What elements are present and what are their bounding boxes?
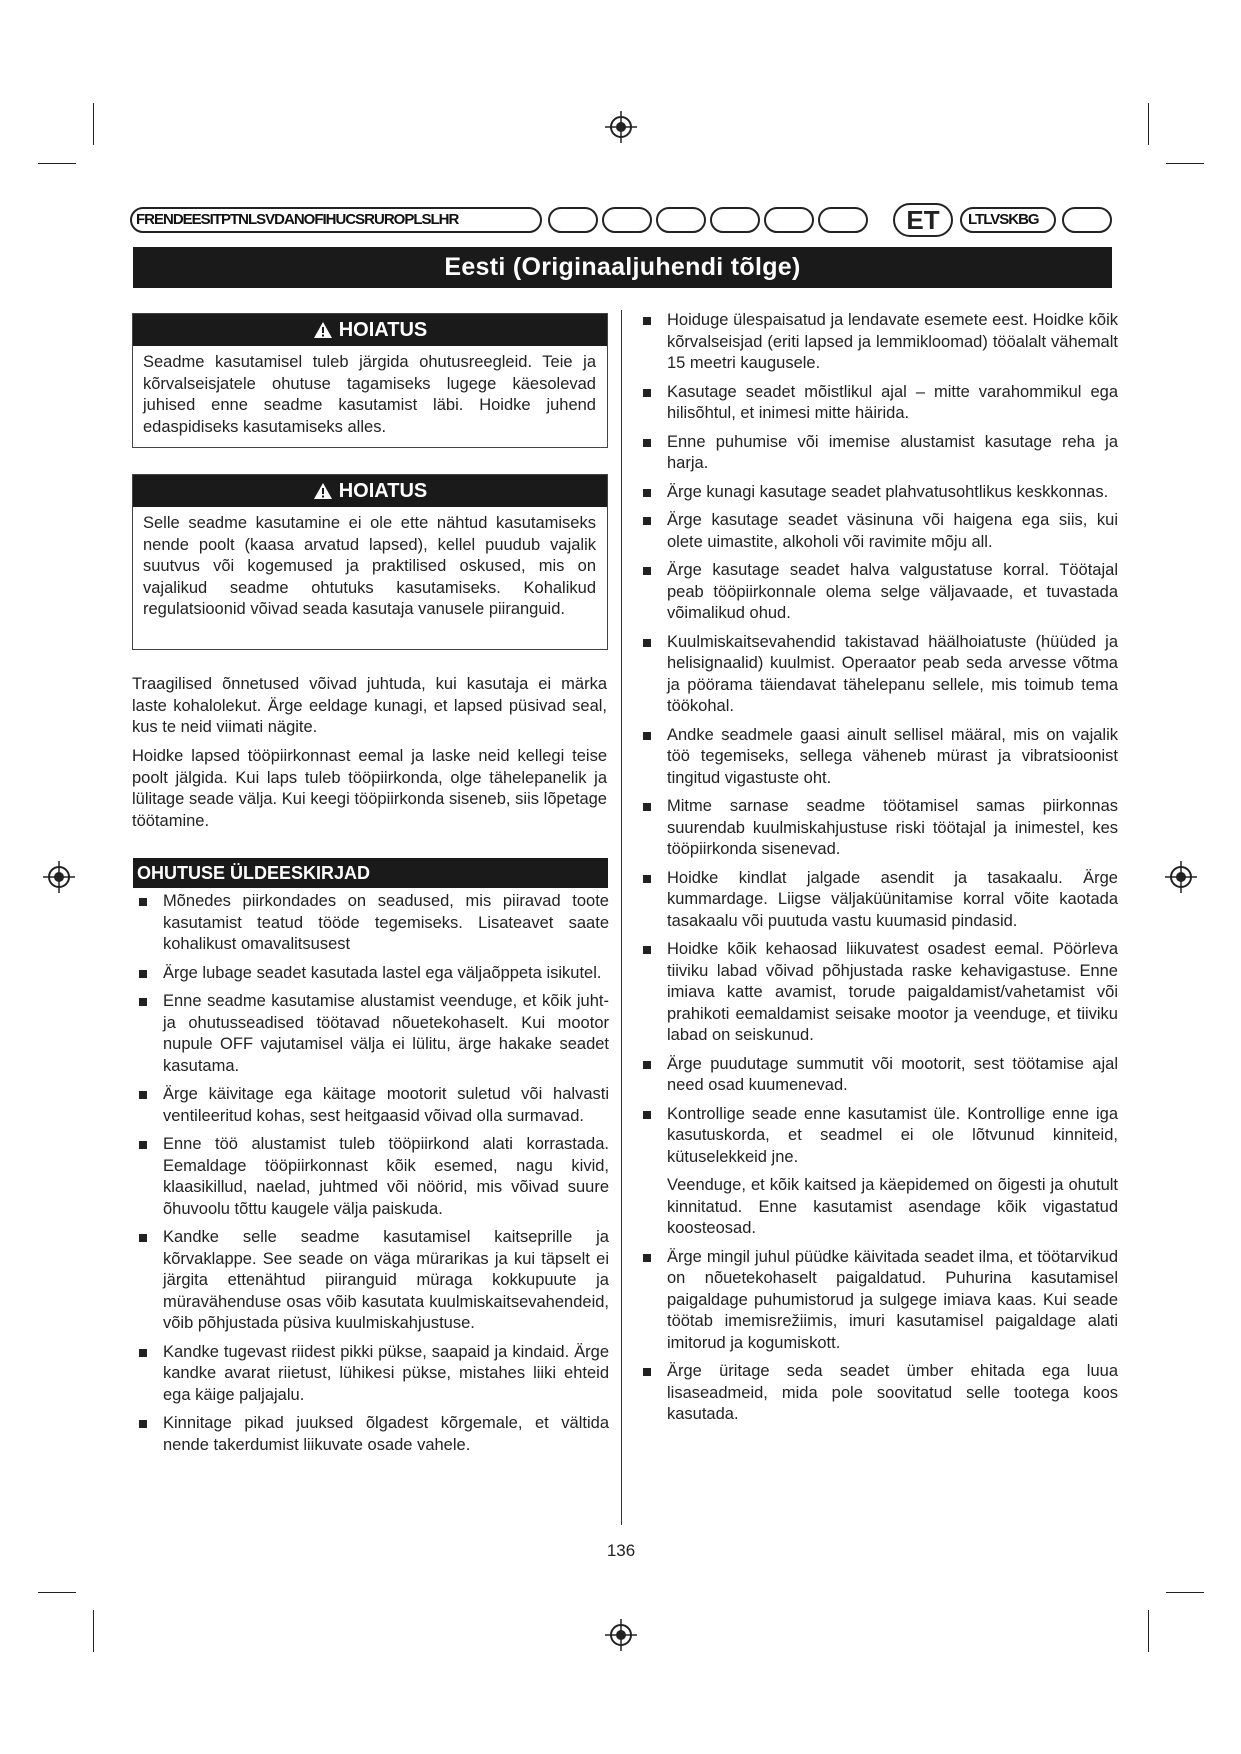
bullet-square-icon <box>643 1111 651 1119</box>
list-item: Hoidke kõik kehaosad liikuvatest osadest eemal. Pöörleva tiiviku labad võivad põhjustada raske kehavigastuse. Enne imiava katte avamist, torude paigaldamist/vahetamist või prahikoti eemaldamist seisake mootor ja veenduge, et tiiviku labad on seiskunud. <box>667 939 1118 1047</box>
bullet-square-icon <box>139 898 147 906</box>
intro-paragraph-1: Traagilised õnnetused võivad juhtuda, kui kasutaja ei märka laste kohalolekut. Ärge eeldage kunagi, et lapsed püsivad seal, kus te neid viimati nägite. <box>132 675 607 736</box>
bullet-square-icon <box>643 803 651 811</box>
list-item: Kasutage seadet mõistlikul ajal – mitte varahommikul ega hilisõhtul, et inimesi mitte häirida. <box>667 382 1118 425</box>
bullet-square-icon <box>643 489 651 497</box>
lang-oval <box>818 207 868 233</box>
list-item: Kuulmiskaitsevahendid takistavad häälhoiatuste (hüüded ja helisignaalid) kuulmist. Operaator peab seda arvesse võtma ja pöörama täiendavat tähelepanu sellele, mis toimub tema töökohal. <box>667 632 1118 718</box>
warning-body: Seadme kasutamisel tuleb järgida ohutusreegleid. Teie ja kõrvalseisjatele ohutuse tagamiseks lugege käesolevad juhised enne seadme kasutamist läbi. Hoidke juhend edaspidiseks kasutamiseks alles. <box>143 353 596 436</box>
language-codes-right: LTLVSKBG <box>968 211 1039 228</box>
lang-oval <box>548 207 598 233</box>
lang-oval <box>1062 207 1112 233</box>
crop-mark-tr-v <box>1148 103 1149 145</box>
bullet-square-icon <box>643 317 651 325</box>
bullet-square-icon <box>643 732 651 740</box>
list-item-extra-paragraph: Veenduge, et kõik kaitsed ja käepidemed on õigesti ja ohutult kinnitatud. Enne kasutamist asendage kõik vigastatud koosteosad. <box>667 1176 1118 1237</box>
crop-mark-tr-h <box>1166 163 1204 164</box>
lang-oval <box>764 207 814 233</box>
registration-mark-bottom <box>604 1618 638 1652</box>
list-item: Ärge kasutage seadet halva valgustatuse korral. Töötajal peab tööpiirkonnale olema selge väljavaade, et tuvastada võimalikud ohud. <box>667 560 1118 625</box>
list-item: Ärge lubage seadet kasutada lastel ega väljaõppeta isikutel. <box>163 963 609 985</box>
page-title: Eesti (Originaaljuhendi tõlge) <box>133 247 1112 288</box>
bullet-square-icon <box>139 1420 147 1428</box>
warning-box-1 <box>132 313 608 448</box>
bullet-square-icon <box>139 1349 147 1357</box>
bullet-square-icon <box>139 1141 147 1149</box>
registration-mark-left <box>42 860 76 894</box>
bullet-square-icon <box>643 1368 651 1376</box>
page-number: 136 <box>606 1541 636 1560</box>
bullet-square-icon <box>643 1061 651 1069</box>
intro-paragraph-2: Hoidke lapsed tööpiirkonnast eemal ja laske neid kellegi teise poolt jälgida. Kui laps tuleb tööpiirkonda, olge tähelepanelik ja lülitage seade välja. Kui keegi tööpiirkonda siseneb, siis lõpetage töötamine. <box>132 747 607 830</box>
list-item: Kandke selle seadme kasutamisel kaitseprille ja kõrvaklappe. See seade on väga mürarikas ja kui täpselt ei järgita ettenähtud piiranguid müraga kokkupuute ja müravähenduse osas võib kasutata kuulmiskaitsevahendeid, võib põhjustada püsiva kuulmiskahjustuse. <box>163 1227 609 1335</box>
bullet-square-icon <box>643 946 651 954</box>
left-bullet-list <box>163 891 609 1463</box>
bullet-square-icon <box>643 875 651 883</box>
list-item: Ärge käivitage ega käitage mootorit suletud või halvasti ventileeritud kohas, sest heitgaasid võivad olla surmavad. <box>163 1084 609 1127</box>
list-item: Enne seadme kasutamise alustamist veenduge, et kõik juht- ja ohutusseadised töötavad nõuetekohaselt. Kui mootor nupule OFF vajutamisel välja ei lülitu, ärge hakake seadet kasutama. <box>163 991 609 1077</box>
warning-heading-text: HOIATUS <box>338 319 428 341</box>
bullet-square-icon <box>643 517 651 525</box>
language-strip <box>130 203 1120 239</box>
list-item: Kinnitage pikad juuksed õlgadest kõrgemale, et vältida nende takerdumist liikuvate osade vahele. <box>163 1413 609 1456</box>
warning-heading <box>133 475 607 507</box>
list-item: Mitme sarnase seadme töötamisel samas piirkonnas suurendab kuulmiskahjustuse riski töötajal ja inimestel, kes tööpiirkonda sisenevad. <box>667 796 1118 861</box>
warning-triangle-icon <box>313 482 333 500</box>
list-item: Ärge kunagi kasutage seadet plahvatusohtlikus keskkonnas. <box>667 482 1118 504</box>
lang-oval <box>602 207 652 233</box>
crop-mark-bl-h <box>38 1592 76 1593</box>
bullet-square-icon <box>643 567 651 575</box>
lang-oval <box>656 207 706 233</box>
bullet-square-icon <box>139 970 147 978</box>
bullet-square-icon <box>643 639 651 647</box>
crop-mark-br-v <box>1148 1610 1149 1652</box>
bullet-square-icon <box>139 1234 147 1242</box>
crop-mark-tl-h <box>38 163 76 164</box>
right-bullet-list <box>667 310 1118 1433</box>
list-item: Ärge puudutage summutit või mootorit, sest töötamise ajal need osad kuumenevad. <box>667 1054 1118 1097</box>
language-codes-left: FRENDEESITPTNLSVDANOFIHUCSRUROPLSLHR <box>136 211 459 228</box>
crop-mark-tl-v <box>93 103 94 145</box>
bullet-square-icon <box>643 389 651 397</box>
list-item: Ärge üritage seda seadet ümber ehitada ega luua lisaseadmeid, mida pole soovitatud selle tootega koos kasutada. <box>667 1361 1118 1426</box>
list-item: Kandke tugevast riidest pikki pükse, saapaid ja kindaid. Ärge kandke avarat riietust, lühikesi pükse, mistahes liiki ehteid ega käige paljajalu. <box>163 1342 609 1407</box>
list-item: Hoiduge ülespaisatud ja lendavate esemete eest. Hoidke kõik kõrvalseisjad (eriti lapsed ja lemmikloomad) tööalalt vähemalt 15 meetri kaugusele. <box>667 310 1118 375</box>
registration-mark-right <box>1164 860 1198 894</box>
list-item: Andke seadmele gaasi ainult sellisel määral, mis on vajalik töö tegemiseks, sellega väheneb mürast ja vibratsioonist tingitud vigastuste oht. <box>667 725 1118 790</box>
section-heading: OHUTUSE ÜLDEESKIRJAD <box>133 858 608 888</box>
list-item: Kontrollige seade enne kasutamist üle. Kontrollige enne iga kasutuskorda, et seadmel ei ole lõtvunud kinniteid, kütuselekkeid jne. Veenduge, et kõik kaitsed ja käepidemed on õigesti ja ohutult kinnitatud. Enne kasutamist asendage kõik vigastatud koosteosad. <box>667 1104 1118 1240</box>
list-item: Ärge kasutage seadet väsinuna või haigena ega siis, kui olete uimastite, alkoholi või ravimite mõju all. <box>667 510 1118 553</box>
warning-heading-text: HOIATUS <box>338 480 428 502</box>
list-item: Ärge mingil juhul püüdke käivitada seadet ilma, et töötarvikud on nõuetekohaselt paigaldatud. Puhurina kasutamisel paigaldage puhumistorud ja sulgege imiava kaas. Kui seade töötab imemisrežiimis, imuri kasutamisel paigaldage alati imitorud ja kogumiskott. <box>667 1247 1118 1355</box>
list-item: Enne puhumise või imemise alustamist kasutage reha ja harja. <box>667 432 1118 475</box>
list-item: Hoidke kindlat jalgade asendit ja tasakaalu. Ärge kummardage. Liigse väljaküünitamise korral võite kaotada tasakaalu või puutuda vastu kuumasid pindasid. <box>667 868 1118 933</box>
bullet-square-icon <box>139 1091 147 1099</box>
list-item: Enne töö alustamist tuleb tööpiirkond alati korrastada. Eemaldage tööpiirkonnast kõik esemed, nagu kivid, klaasikillud, naelad, juhtmed või nöörid, mis võivad suure õhuvoolu tõttu kaugele välja paiskuda. <box>163 1134 609 1220</box>
bullet-square-icon <box>643 439 651 447</box>
bullet-square-icon <box>139 998 147 1006</box>
warning-body: Selle seadme kasutamine ei ole ette nähtud kasutamiseks nende poolt (kaasa arvatud lapsed), kellel puudub vajalik suutvus või kogemused ja praktilised oskused, mis on vajalikud seadme ohtutuks kasutamiseks. Kohalikud regulatsioonid võivad seada kasutaja vanusele piiranguid. <box>143 514 596 618</box>
crop-mark-br-h <box>1166 1592 1204 1593</box>
crop-mark-bl-v <box>93 1610 94 1652</box>
language-active-et: ET <box>893 203 953 237</box>
warning-triangle-icon <box>313 321 333 339</box>
column-divider <box>621 310 622 1525</box>
lang-oval <box>710 207 760 233</box>
bullet-square-icon <box>643 1254 651 1262</box>
warning-heading <box>133 314 607 346</box>
registration-mark-top <box>604 110 638 144</box>
warning-box-2 <box>132 474 608 650</box>
list-item: Mõnedes piirkondades on seadused, mis piiravad toote kasutamist teatud tööde tegemiseks. Lisateavet saate kohalikust omavalitsusest <box>163 891 609 956</box>
